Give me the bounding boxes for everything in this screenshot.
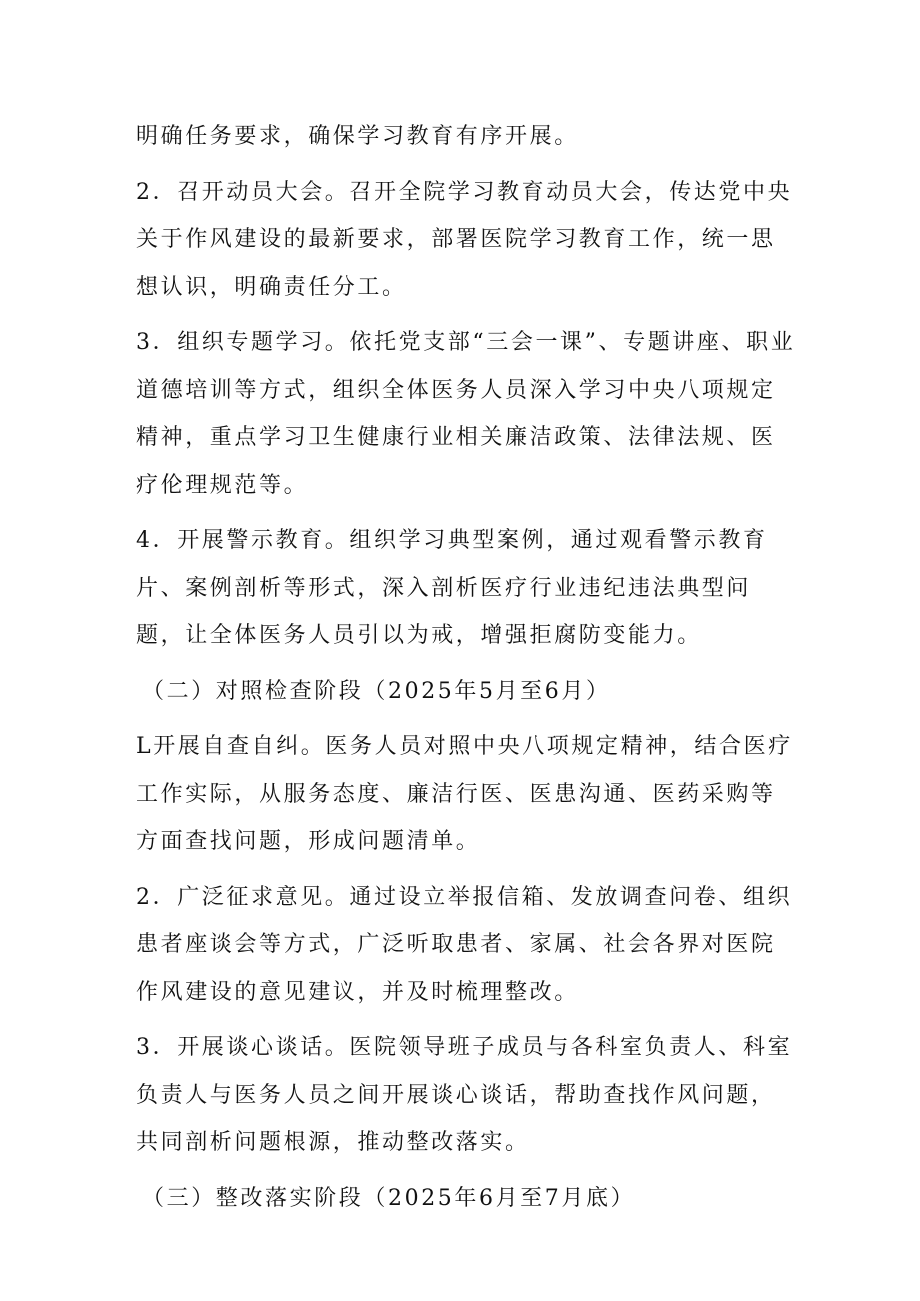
document-body bbox=[136, 113, 796, 1222]
paragraph-task-requirements: 明确任务要求，确保学习教育有序开展。 bbox=[136, 124, 579, 149]
paragraph-gap bbox=[136, 1016, 796, 1024]
section-heading-rectification-stage: （三）整改落实阶段（2025年6月至7月底） bbox=[142, 1185, 636, 1211]
paragraph-gap bbox=[136, 715, 796, 723]
paragraph-special-study: 3．组织专题学习。依托党支部“三会一课”、专题讲座、职业道德培训等方式，组织全体医务人员深入学习中央八项规定精神，重点学习卫生健康行业相关廉洁政策、法律法规、医疗伦理规范等。 bbox=[136, 330, 796, 498]
paragraph-heart-to-heart-talks: 3．开展谈心谈话。医院领导班子成员与各科室负责人、科室负责人与医务人员之间开展谈心谈话，帮助查找作风问题，共同剖析问题根源，推动整改落实。 bbox=[136, 1035, 793, 1155]
paragraph-gap bbox=[136, 866, 796, 874]
paragraph-gap bbox=[136, 509, 796, 517]
paragraph-gap bbox=[136, 161, 796, 169]
paragraph-self-inspection: L开展自查自纠。医务人员对照中央八项规定精神，结合医疗工作实际，从服务态度、廉洁行医、医患沟通、医药采购等方面查找问题，形成问题清单。 bbox=[136, 734, 793, 854]
paragraph-gap bbox=[136, 1167, 796, 1175]
paragraph-gap bbox=[136, 660, 796, 668]
paragraph-warning-education: 4．开展警示教育。组织学习典型案例，通过观看警示教育片、案例剖析等形式，深入剖析医疗行业违纪违法典型问题，让全体医务人员引以为戒，增强拒腐防变能力。 bbox=[136, 528, 768, 648]
section-heading-inspection-stage: （二）对照检查阶段（2025年5月至6月） bbox=[142, 678, 611, 704]
paragraph-solicit-opinions: 2．广泛征求意见。通过设立举报信箱、发放调查问卷、组织患者座谈会等方式，广泛听取患者、家属、社会各界对医院作风建设的意见建议，并及时梳理整改。 bbox=[136, 884, 793, 1005]
paragraph-mobilization-meeting: 2．召开动员大会。召开全院学习教育动员大会，传达党中央关于作风建设的最新要求，部署医院学习教育工作，统一思想认识，明确责任分工。 bbox=[136, 179, 793, 300]
paragraph-gap bbox=[136, 311, 796, 319]
